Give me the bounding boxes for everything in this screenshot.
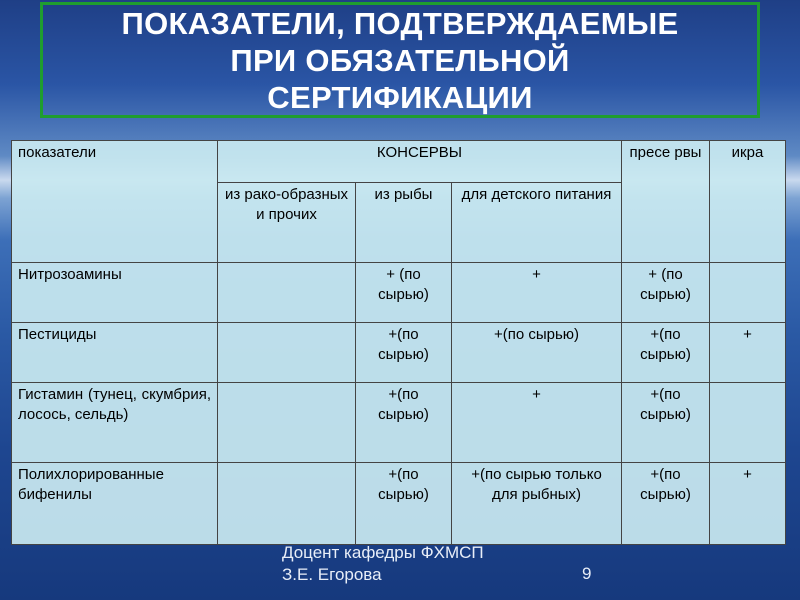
row-name: Гистамин (тунец, скумбрия, лосось, сельдь) (12, 383, 218, 463)
cell-caviar (710, 263, 786, 323)
cell-preserves: +(по сырью) (622, 463, 710, 545)
author-line-1: Доцент кафедры ФХМСП (282, 543, 484, 562)
cell-crustacean (218, 383, 356, 463)
cell-fish: +(по сырью) (356, 323, 452, 383)
cell-crustacean (218, 463, 356, 545)
slide-title (40, 2, 760, 118)
page-number: 9 (582, 564, 592, 583)
cell-preserves: +(по сырью) (622, 323, 710, 383)
title-line-2: ПРИ ОБЯЗАТЕЛЬНОЙ (230, 42, 570, 78)
table-row (12, 383, 786, 463)
header-row (12, 141, 786, 183)
table-row (12, 463, 786, 545)
cell-baby-food: +(по сырью) (452, 323, 622, 383)
indicators-table (11, 140, 786, 545)
cell-baby-food: +(по сырью только для рыбных) (452, 463, 622, 545)
subheader-crustacean: из рако-образных и прочих (218, 183, 356, 263)
row-name: Пестициды (12, 323, 218, 383)
cell-baby-food: + (452, 263, 622, 323)
cell-crustacean (218, 323, 356, 383)
table-row (12, 263, 786, 323)
cell-crustacean (218, 263, 356, 323)
subheader-fish: из рыбы (356, 183, 452, 263)
cell-preserves: + (по сырью) (622, 263, 710, 323)
cell-preserves: +(по сырью) (622, 383, 710, 463)
header-caviar: икра (710, 141, 786, 263)
footer-author (282, 542, 484, 586)
title-line-3: СЕРТИФИКАЦИИ (267, 79, 533, 115)
cell-fish: + (по сырью) (356, 263, 452, 323)
cell-fish: +(по сырью) (356, 383, 452, 463)
author-line-2: З.Е. Егорова (282, 565, 382, 584)
cell-baby-food: + (452, 383, 622, 463)
row-name: Нитрозоамины (12, 263, 218, 323)
header-preserves: пресе рвы (622, 141, 710, 263)
header-canned: КОНСЕРВЫ (218, 141, 622, 183)
cell-caviar: + (710, 323, 786, 383)
cell-caviar: + (710, 463, 786, 545)
cell-caviar (710, 383, 786, 463)
title-line-1: ПОКАЗАТЕЛИ, ПОДТВЕРЖДАЕМЫЕ (121, 5, 679, 41)
header-indicators: показатели (12, 141, 218, 263)
row-name: Полихлорированные бифенилы (12, 463, 218, 545)
subheader-baby-food: для детского питания (452, 183, 622, 263)
table-row (12, 323, 786, 383)
cell-fish: +(по сырью) (356, 463, 452, 545)
